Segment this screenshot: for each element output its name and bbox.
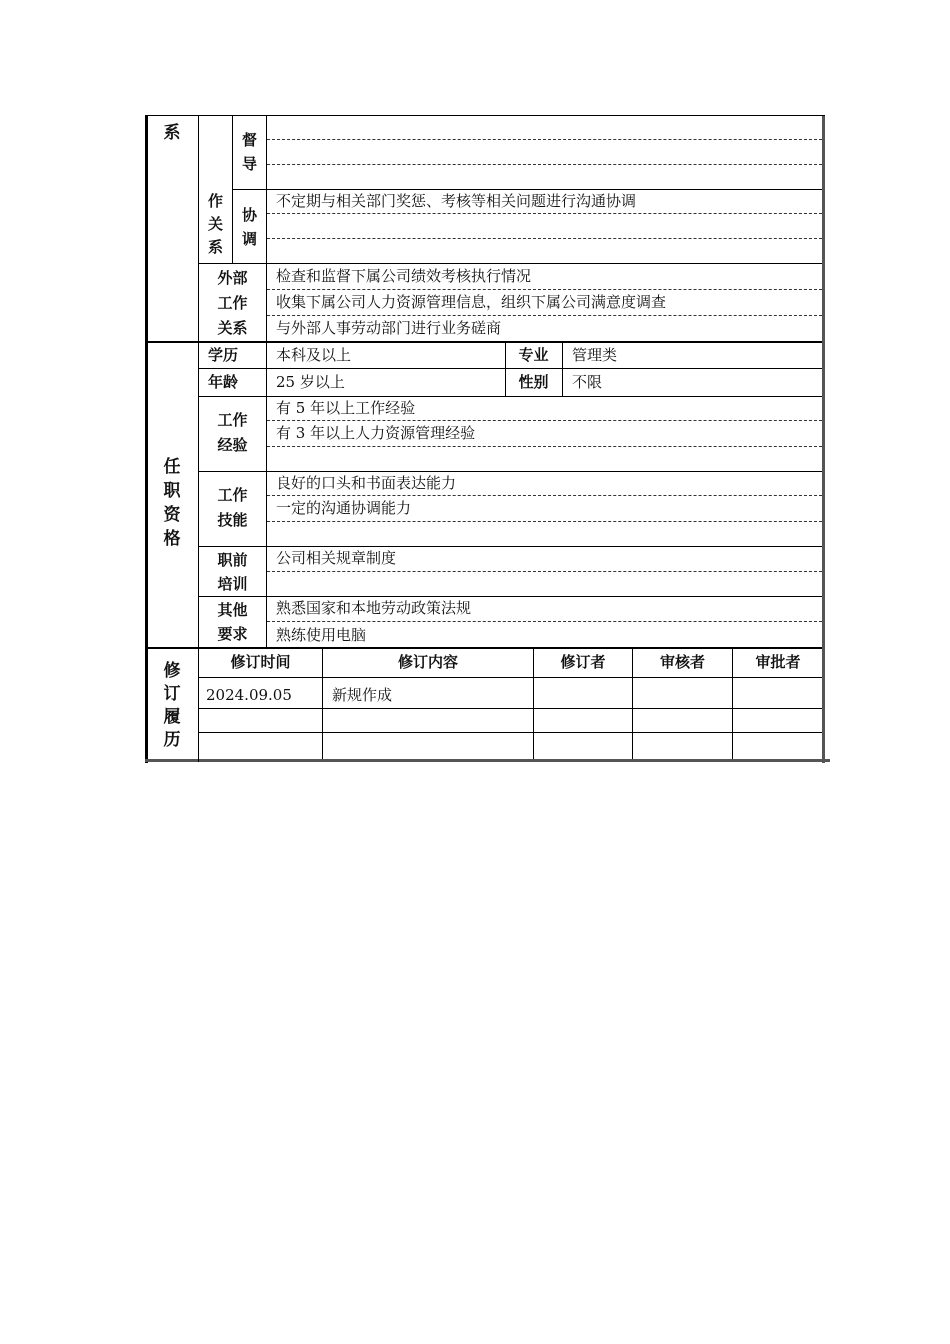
- row-divider: [198, 596, 822, 597]
- row-divider: [198, 546, 822, 547]
- experience-label: 工作 经验: [217, 411, 248, 454]
- other-line-2: 熟练使用电脑: [276, 626, 367, 644]
- external-dash-2: [267, 315, 822, 316]
- table-top-border: [145, 115, 825, 116]
- qualifications-section-label: 任 职 资 格: [163, 457, 181, 549]
- skills-dash-2: [267, 521, 822, 522]
- row-divider: [198, 368, 822, 369]
- gender-label: 性别: [518, 373, 549, 391]
- internal-relations-label: 作 关 系: [207, 192, 223, 256]
- supervise-line-2: [267, 164, 822, 165]
- row-divider: [198, 396, 822, 397]
- other-line-1: 熟悉国家和本地劳动政策法规: [276, 599, 472, 617]
- external-relations-label: 外部 工作 关系: [217, 269, 248, 337]
- table-bottom-border: [145, 759, 830, 762]
- rev-header-approver: 审批者: [755, 653, 801, 671]
- rev-header-reviewer: 审核者: [659, 653, 705, 671]
- rev-header-date: 修订时间: [230, 653, 291, 671]
- external-line-1: 检查和监督下属公司绩效考核执行情况: [276, 267, 532, 285]
- revision-section-label: 修 订 履 历: [163, 661, 181, 750]
- col-divider-5: [562, 342, 563, 396]
- coordinate-label: 协 调: [241, 206, 257, 248]
- row-divider: [198, 471, 822, 472]
- rev-row-1-date: 2024.09.05: [206, 686, 292, 704]
- row-divider: [198, 677, 822, 678]
- age-label: 年龄: [207, 373, 238, 391]
- skills-dash-1: [267, 495, 822, 496]
- rev-header-reviser: 修订者: [560, 653, 606, 671]
- row-divider: [198, 263, 822, 264]
- education-value: 本科及以上: [276, 346, 352, 364]
- gender-value: 不限: [572, 373, 603, 391]
- supervise-label: 督 导: [241, 131, 257, 173]
- other-dash-1: [267, 621, 822, 622]
- education-label: 学历: [207, 346, 238, 364]
- section-divider: [145, 647, 822, 649]
- coordinate-dash-1: [267, 213, 822, 214]
- skills-line-2: 一定的沟通协调能力: [276, 499, 412, 517]
- training-label: 职前 培训: [217, 551, 248, 593]
- external-dash-1: [267, 289, 822, 290]
- relations-section-label: 系: [163, 123, 181, 143]
- rev-row-1-content: 新规作成: [332, 686, 393, 704]
- skills-line-1: 良好的口头和书面表达能力: [276, 474, 457, 492]
- experience-line-1: 有 5 年以上工作经验: [276, 399, 416, 417]
- external-line-3: 与外部人事劳动部门进行业务磋商: [276, 319, 502, 337]
- other-requirements-label: 其他 要求: [217, 601, 248, 643]
- experience-dash-2: [267, 446, 822, 447]
- experience-dash-1: [267, 420, 822, 421]
- training-dash-1: [267, 571, 822, 572]
- supervise-line-1: [267, 139, 822, 140]
- coordinate-line-1: 不定期与相关部门奖惩、考核等相关问题进行沟通协调: [276, 192, 637, 210]
- age-value: 25 岁以上: [276, 373, 345, 391]
- external-line-2: 收集下属公司人力资源管理信息，组织下属公司满意度调查: [276, 293, 667, 311]
- coordinate-dash-2: [267, 238, 822, 239]
- col-divider-3: [266, 115, 267, 647]
- experience-line-2: 有 3 年以上人力资源管理经验: [276, 424, 476, 442]
- row-divider: [232, 189, 822, 190]
- training-line-1: 公司相关规章制度: [276, 549, 397, 567]
- major-label: 专业: [518, 346, 549, 364]
- row-divider: [198, 708, 822, 709]
- rev-header-content: 修订内容: [397, 653, 458, 671]
- skills-label: 工作 技能: [217, 486, 248, 529]
- major-value: 管理类: [572, 346, 618, 364]
- row-divider: [198, 732, 822, 733]
